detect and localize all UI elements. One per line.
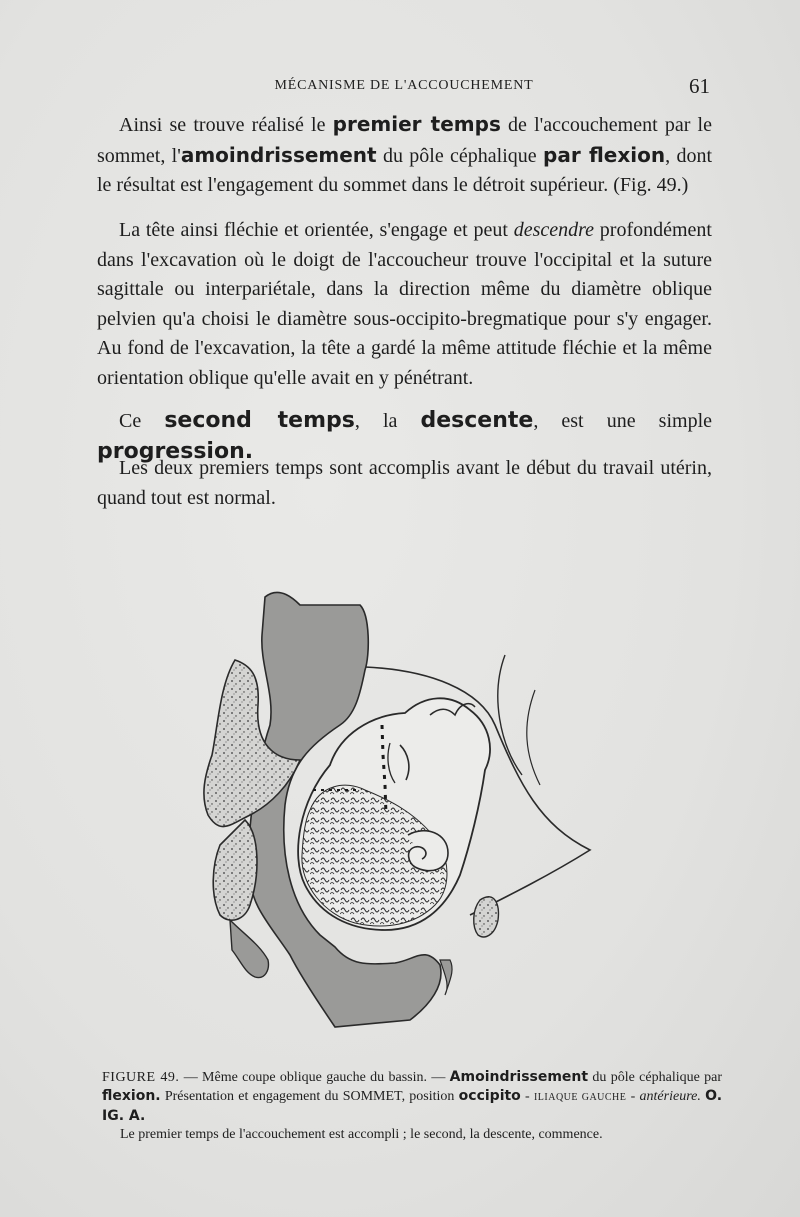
running-head (96, 74, 712, 98)
paragraph-premier-temps: Ainsi se trouve réalisé le premier temps de l'accouchement par le sommet, l'amoindrissement du pôle céphalique par flexion, dont le résultat est l'engagement du sommet dans le détroit supérieur. (Fig. 49.) (97, 112, 712, 196)
paragraph-descente: La tête ainsi fléchie et orientée, s'engage et peut descendre profondément dans l'excavation où le doigt de l'accoucheur trouve l'occipital et la suture sagittale ou interpariétale, dans la direction même du diamètre oblique pelvien qu'a choisi le diamètre sous-occipito-bregmatique pour s'y engager. Au fond de l'excavation, la tête a gardé la même attitude fléchie et la même orientation oblique qu'elle avait en y pénétrant. (97, 219, 712, 389)
figure-caption: FIGURE 49. — Même coupe oblique gauche du bassin. — Amoindrissement du pôle céphalique par flexion. Présentation et engagement du SOMMET, position occipito - ILIAQUE GAUCHE - antérieure. O. IG. A. Le premier temps de l'accouchement est accompli ; le second, la descente, commence. (102, 1069, 723, 1142)
caption-line-2: Le premier temps de l'accouchement est accompli ; le second, la descente, commence. (120, 1127, 603, 1142)
coccyx-bone (213, 820, 257, 920)
pubis-bone (474, 897, 499, 937)
fetal-ear (408, 831, 448, 871)
abdominal-wall-line-2 (527, 690, 540, 785)
perineal-tissue (230, 920, 268, 978)
page-number: 61 (689, 74, 710, 98)
pelvis-section-illustration (150, 575, 630, 1045)
anterior-tissue (440, 960, 452, 995)
running-title: MÉCANISME DE L'ACCOUCHEMENT (274, 78, 534, 93)
paragraph-deux-premiers-temps: Les deux premiers temps sont accomplis avant le début du travail utérin, quand tout est normal. (97, 457, 712, 509)
paragraph-second-temps: Ce second temps, la descente, est une simple progression. (97, 408, 713, 464)
